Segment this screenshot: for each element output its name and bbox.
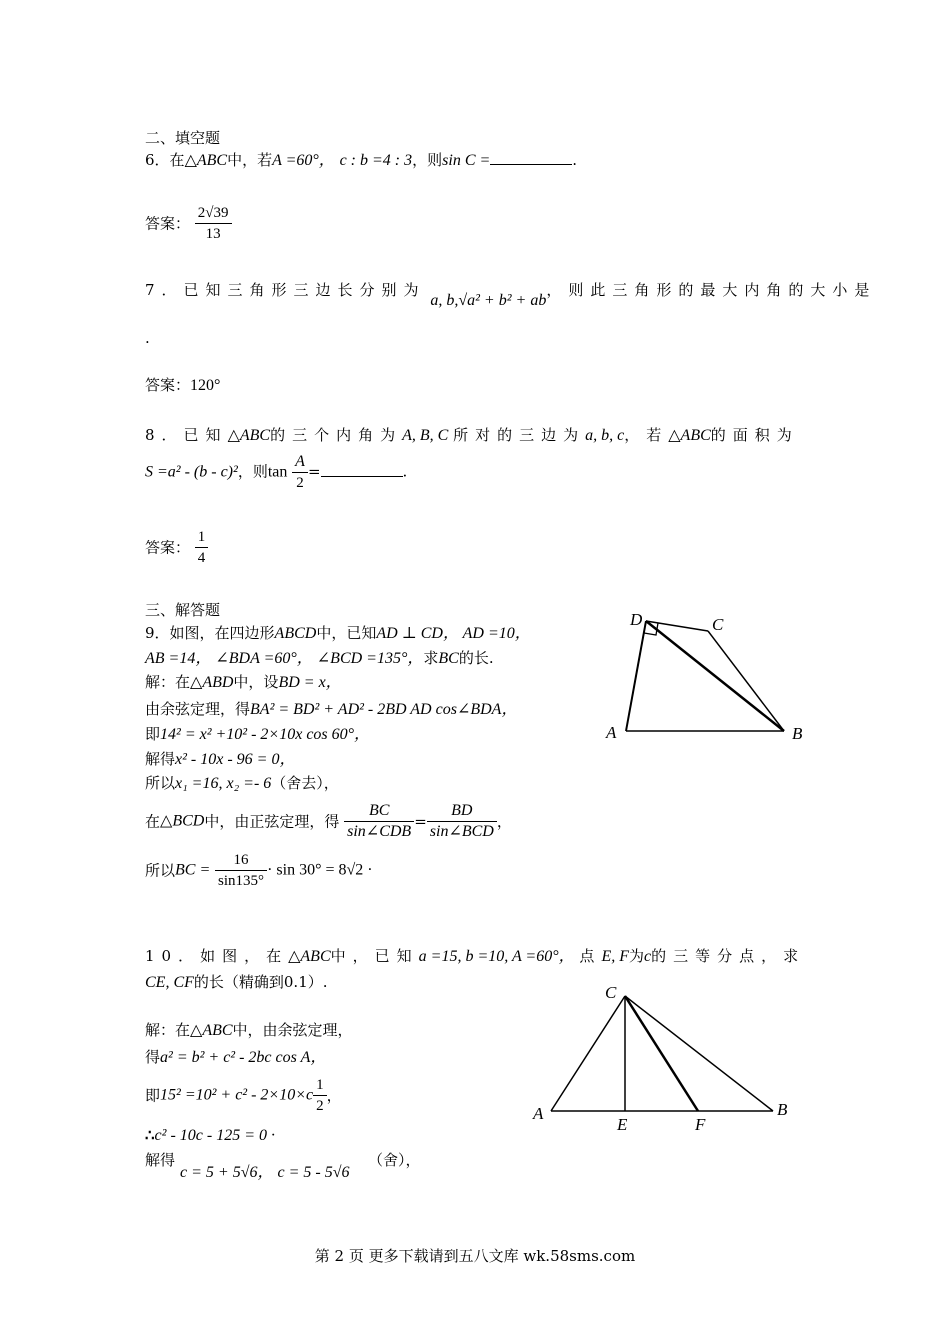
label-e: E — [617, 1115, 628, 1134]
label-f: F — [695, 1115, 706, 1134]
label-c: C — [605, 983, 617, 1002]
edge-cb — [625, 996, 773, 1111]
section-heading-fill-in: 二、填空题 — [145, 129, 221, 147]
question-7: 7．已知三角形三边长分别为 a, b,√a² + b² + ab，则此三角形的最大内角的大小是 — [145, 281, 877, 309]
edge-ad — [626, 621, 646, 731]
label-b: B — [792, 724, 803, 743]
segment-cf — [625, 996, 698, 1111]
answer-7: 答案：120° — [145, 376, 221, 394]
question-9: 9．如图，在四边形ABCD中，已知AD ⊥ CD， AD =10， — [145, 624, 531, 642]
answer-8-fraction: $\frac{1}{4}$ — [195, 527, 209, 568]
edge-ca — [551, 996, 625, 1111]
label-b: B — [777, 1100, 788, 1119]
answer-blank — [490, 150, 572, 165]
answer-blank — [321, 462, 403, 477]
section-heading-solutions: 三、解答题 — [145, 601, 221, 619]
answer-8: 答案： $\frac{1}{4}$ — [145, 527, 208, 568]
figure-quadrilateral-abcd — [600, 605, 820, 745]
label-a: A — [533, 1104, 544, 1123]
figure-triangle-abc — [525, 980, 800, 1140]
question-10: 10．如图，在△ABC中，已知a =15, b =10, A =60°， 点E, F为c的三等分点，求 — [145, 947, 806, 965]
q6-number: 6． — [145, 151, 170, 169]
edge-db — [646, 621, 784, 731]
question-6: 6．在△ABC中，若A =60°， c : b =4 : 3，则sin C = . — [145, 151, 578, 169]
page-footer: 第 2 页 更多下载请到五八文库 wk.58sms.com — [314, 1247, 636, 1265]
answer-6-fraction: $\frac{2√39}{13}$ — [195, 203, 232, 244]
answer-6: 答案： $\frac{2√39}{13}$ — [145, 203, 232, 244]
label-a: A — [606, 723, 617, 742]
label-c: C — [712, 615, 724, 634]
question-8: 8．已知△ABC的三个内角为A, B, C 所对的三边为a, b, c，若△ABC的面积为 — [145, 426, 799, 444]
label-d: D — [630, 610, 643, 629]
